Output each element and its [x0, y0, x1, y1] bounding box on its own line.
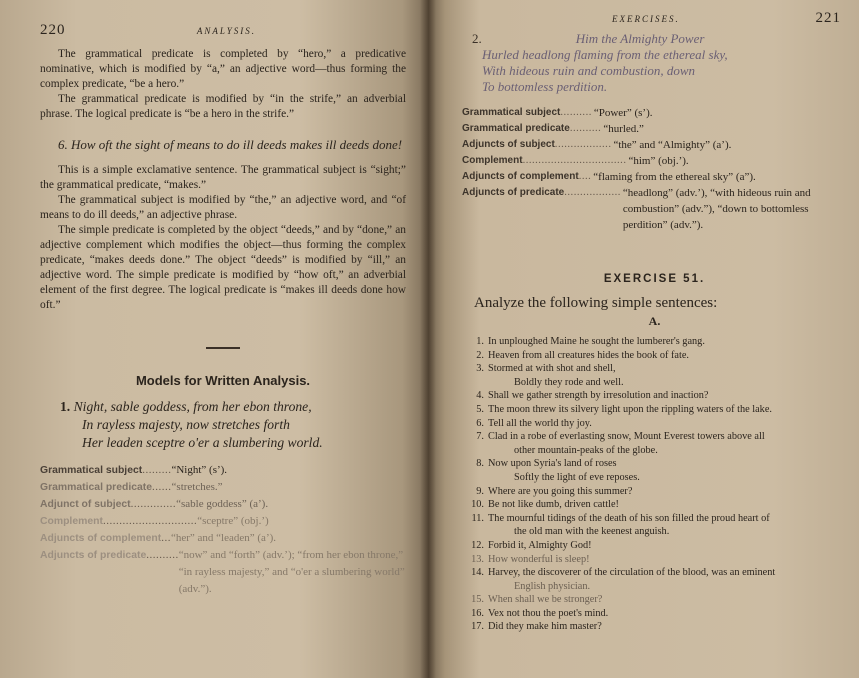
list-item [462, 403, 847, 417]
item-text: Vex not thou the poet's mind. [488, 607, 609, 619]
item-text: Be not like dumb, driven cattle! [488, 499, 619, 511]
analysis-row [462, 185, 847, 233]
exercise-instruction: Analyze the following simple sentences: [474, 295, 718, 311]
poem-line: Hurled headlong flaming from the ethereal sky, [482, 47, 728, 62]
leader-dots: ............................. [102, 515, 198, 527]
analysis-value: “headlong” (adv.’), “with hideous ruin and combustion” (adv.”), “down to bottomless perdition” (adv.”). [622, 187, 811, 231]
analysis-label: Adjuncts of subject [462, 139, 555, 150]
list-item [462, 620, 847, 634]
list-item [462, 430, 847, 457]
item-continuation: other mountain-peaks of the globe. [514, 444, 658, 456]
left-running-head [40, 22, 406, 39]
list-item [462, 593, 847, 607]
item-number: 17. [471, 621, 484, 633]
left-intro [40, 47, 406, 122]
body-paragraph: The simple predicate is completed by the object “deeds,” and by “done,” an adjective complement which modifies the object—thus forming the complex predicate, “makes deeds done.” The object “deeds” is modified by “ill,” an adjective word. The simple predicate is modified by “how oft,” an adverbial element of the first degree. The logical predicate is “makes ill deeds done how oft.” [40, 224, 406, 311]
analysis-value: “stretches.” [171, 481, 223, 493]
right-analysis-table [462, 105, 847, 233]
left-running-title: ANALYSIS. [196, 26, 256, 36]
analysis-row [462, 105, 847, 121]
analysis-row [40, 513, 406, 530]
list-item [462, 607, 847, 621]
list-item [462, 349, 847, 363]
list-item [462, 498, 847, 512]
poem-line: Him the Almighty Power [575, 31, 705, 46]
analysis-label: Grammatical predicate [40, 482, 153, 493]
analysis-value: “him” (obj.’). [628, 155, 689, 167]
item-number: 8. [476, 458, 484, 470]
example-heading: 6. How oft the sight of means to do ill deeds makes ill deeds done! [58, 137, 403, 152]
right-running-title: EXERCISES. [612, 14, 680, 24]
leader-dots: .... [578, 171, 592, 182]
left-page [0, 0, 428, 678]
model-poem [60, 398, 406, 452]
analysis-row [462, 121, 847, 137]
item-number: 10. [471, 499, 484, 511]
leader-dots: .............. [130, 498, 177, 510]
section-divider [206, 347, 240, 349]
analysis-value: “sceptre” (obj.’) [197, 515, 269, 527]
poem-number: 1. [60, 399, 71, 414]
item-text: The mournful tidings of the death of his son filled the proud heart of [488, 512, 770, 524]
list-item [462, 362, 847, 389]
analysis-row [462, 137, 847, 153]
left-page-number: 220 [40, 22, 66, 38]
analysis-row [40, 547, 406, 598]
left-body [40, 163, 406, 313]
intro-paragraph: The grammatical predicate is modified by “in the strife,” an adverbial phrase. The logical predicate is “be a hero in the strife.” [40, 93, 406, 120]
analysis-label: Adjuncts of complement [40, 533, 162, 544]
analysis-value: “her” and “leaden” (a’). [170, 532, 277, 544]
analysis-row [40, 496, 406, 513]
item-text: Forbid it, Almighty God! [488, 539, 592, 551]
analysis-value: “now” and “forth” (adv.’); “from her ebon throne,” “in rayless majesty,” and “o'er a slumbering world” (adv.”). [178, 549, 405, 595]
analysis-value: “sable goddess” (a’). [176, 498, 269, 510]
item-text: Now upon Syria's land of roses [488, 458, 617, 470]
item-text: Did they make him master? [488, 621, 602, 633]
list-item [462, 485, 847, 499]
item-text: Clad in a robe of everlasting snow, Mount Everest towers above all [488, 431, 765, 443]
analysis-label: Adjuncts of predicate [462, 187, 565, 198]
leader-dots: .................. [554, 139, 612, 150]
analysis-label: Adjuncts of complement [462, 171, 579, 182]
book-gutter [420, 0, 436, 678]
analysis-value: “Power” (s’). [593, 107, 653, 119]
right-page-number: 221 [815, 10, 841, 26]
item-continuation: English physician. [514, 580, 591, 592]
list-item [462, 553, 847, 567]
item-number: 12. [471, 539, 484, 551]
item-number: 6. [476, 417, 484, 429]
item-number: 4. [476, 390, 484, 402]
item-text: Where are you going this summer? [488, 485, 633, 497]
analysis-row [40, 530, 406, 547]
analysis-row [462, 153, 847, 169]
item-continuation: Softly the light of eve reposes. [514, 471, 640, 483]
list-item [462, 539, 847, 553]
list-item [462, 512, 847, 539]
leader-dots: ...... [152, 481, 172, 493]
analysis-label: Adjuncts of predicate [40, 550, 147, 561]
poem-line: With hideous ruin and combustion, down [482, 63, 696, 78]
analysis-row [40, 479, 406, 496]
item-number: 2. [476, 349, 484, 361]
models-title: Models for Written Analysis. [135, 373, 311, 388]
section-label: A. [648, 314, 661, 328]
item-number: 1. [476, 336, 484, 347]
item-text: When shall we be stronger? [488, 594, 603, 606]
list-item [462, 457, 847, 484]
intro-paragraph: The grammatical predicate is completed by “hero,” a predicative nominative, which is modified by “a,” an adjective word—thus forming the complex predicate, “be a hero.” [40, 48, 406, 90]
analysis-value: “hurled.” [603, 123, 644, 135]
item-text: Tell all the world thy joy. [488, 417, 592, 429]
item-number: 13. [471, 553, 484, 565]
poem-line: In rayless majesty, now stretches forth [82, 417, 290, 432]
analysis-label: Grammatical predicate [462, 123, 570, 134]
body-paragraph: This is a simple exclamative sentence. The grammatical subject is “sight;” the grammatical predicate, “makes.” [40, 164, 406, 191]
leader-dots: .......... [560, 107, 592, 118]
list-item [462, 335, 847, 349]
poem-line: Her leaden sceptre o'er a slumbering world. [82, 435, 323, 450]
item-text: Stormed at with shot and shell, [488, 363, 616, 375]
leader-dots: .................. [564, 187, 621, 198]
poem-number: 2. [472, 31, 482, 46]
list-item [462, 417, 847, 431]
item-text: Harvey, the discoverer of the circulation of the blood, was an eminent [488, 567, 776, 579]
item-text: Heaven from all creatures hides the book of fate. [488, 349, 689, 361]
leader-dots: ... [161, 532, 171, 544]
item-text: Shall we gather strength by irresolution and inaction? [488, 390, 709, 402]
analysis-label: Grammatical subject [462, 107, 561, 118]
exercise-poem [472, 31, 847, 95]
analysis-label: Complement [462, 155, 523, 166]
analysis-value: “the” and “Almighty” (a’). [613, 139, 732, 151]
left-analysis-table [40, 462, 406, 598]
list-item [462, 389, 847, 403]
item-number: 9. [476, 485, 484, 497]
analysis-row [462, 169, 847, 185]
item-number: 11. [471, 512, 484, 524]
item-continuation: Boldly they rode and well. [514, 376, 624, 388]
item-number: 16. [471, 607, 484, 619]
analysis-label: Complement [40, 516, 103, 527]
leader-dots: .......... [146, 549, 179, 561]
item-number: 3. [476, 363, 484, 375]
body-paragraph: The grammatical subject is modified by “the,” an adjective word, and “of means to do ill deeds,” an adjective phrase. [40, 194, 406, 221]
item-text: In unploughed Maine he sought the lumberer's gang. [488, 336, 705, 347]
leader-dots: ......... [142, 464, 172, 476]
right-page [428, 0, 859, 678]
item-number: 7. [476, 431, 484, 443]
poem-line: To bottomless perdition. [482, 79, 608, 94]
sentence-list [462, 335, 847, 634]
exercise-title: EXERCISE 51. [603, 273, 706, 285]
leader-dots: .......... [569, 123, 602, 134]
poem-line: Night, sable goddess, from her ebon throne, [73, 399, 312, 414]
right-running-head [462, 10, 847, 27]
item-continuation: the old man with the keenest anguish. [514, 526, 670, 538]
analysis-label: Grammatical subject [40, 465, 143, 476]
item-text: The moon threw its silvery light upon the rippling waters of the lake. [488, 403, 772, 415]
analysis-label: Adjunct of subject [40, 499, 131, 510]
analysis-value: “Night” (s’). [171, 464, 228, 476]
analysis-value: “flaming from the ethereal sky” (a”). [593, 171, 756, 183]
item-number: 15. [471, 594, 484, 606]
item-number: 14. [471, 567, 484, 579]
list-item [462, 566, 847, 593]
item-number: 5. [476, 403, 484, 415]
analysis-row [40, 462, 406, 479]
item-text: How wonderful is sleep! [488, 553, 590, 565]
leader-dots: ................................. [522, 155, 627, 166]
